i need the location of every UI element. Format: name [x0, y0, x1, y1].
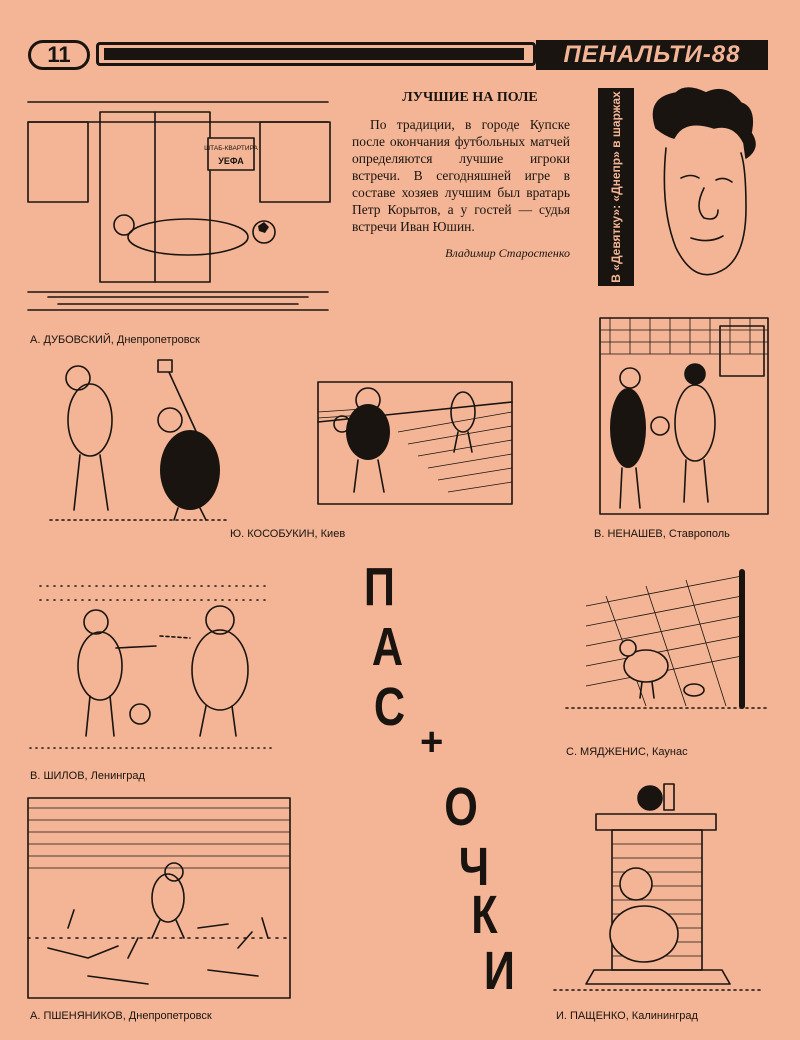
cartoon-ploughed-field — [318, 382, 512, 504]
page-number: 11 — [28, 40, 90, 70]
headline-letter-o: О — [444, 777, 478, 837]
article-author: Владимир Старостенко — [445, 246, 570, 260]
section-title: ПЕНАЛЬТИ-88 — [536, 40, 768, 70]
headline-letter-a: А — [371, 617, 404, 677]
uefa-sign-line2: УЕФА — [218, 156, 244, 166]
caption-kosobukin: Ю. КОСОБУКИН, Киев — [230, 528, 346, 540]
cartoon-referee-players — [600, 318, 768, 518]
cartoon-monument-keeper — [554, 784, 764, 998]
caption-pshenyanikov: А. ПШЕНЯНИКОВ, Днепропетровск — [30, 1010, 212, 1022]
cartoon-uefa-entrance — [28, 92, 336, 322]
header-rule-fill — [104, 48, 524, 60]
article-title: ЛУЧШИЕ НА ПОЛЕ — [402, 90, 538, 105]
caption-shilov: В. ШИЛОВ, Ленинград — [30, 770, 145, 782]
caricature-face — [636, 88, 768, 288]
caption-nenashev: В. НЕНАШЕВ, Ставрополь — [594, 528, 730, 540]
headline-letter-i: И — [483, 941, 515, 1001]
article-body: По традиции, в городе Купске после окончания футбольных матчей определяются лучшие игроки встречи. В сегодняшней игре в составе хозяев лучшим был вратарь Петр Корытов, а у гостей — судья встречи Иван Юшин. — [352, 117, 570, 234]
headline-letter-s: С — [373, 677, 406, 737]
headline-plus: + — [420, 720, 444, 764]
caption-myadzhenis: С. МЯДЖЕНИС, Каунас — [566, 746, 688, 758]
cartoon-battlefield — [28, 798, 290, 1004]
caption-pashchenko: И. ПАЩЕНКО, Калининград — [556, 1010, 698, 1022]
headline-letter-ch: Ч — [458, 837, 490, 897]
headline-letter-k: К — [471, 885, 498, 945]
cartoon-shouting-players — [30, 586, 276, 754]
cartoon-referee-card — [50, 360, 230, 524]
cartoon-chicken-goal — [566, 566, 766, 742]
caricature-label-box — [598, 88, 634, 286]
caricature-label: В «Девятку»: «Днепр» в шаржах — [609, 91, 623, 283]
caption-dubovsky: А. ДУБОВСКИЙ, Днепропетровск — [30, 334, 200, 346]
headline-letter-p: П — [363, 557, 395, 617]
uefa-sign-line1: ШТАБ-КВАРТИРА — [204, 145, 258, 152]
